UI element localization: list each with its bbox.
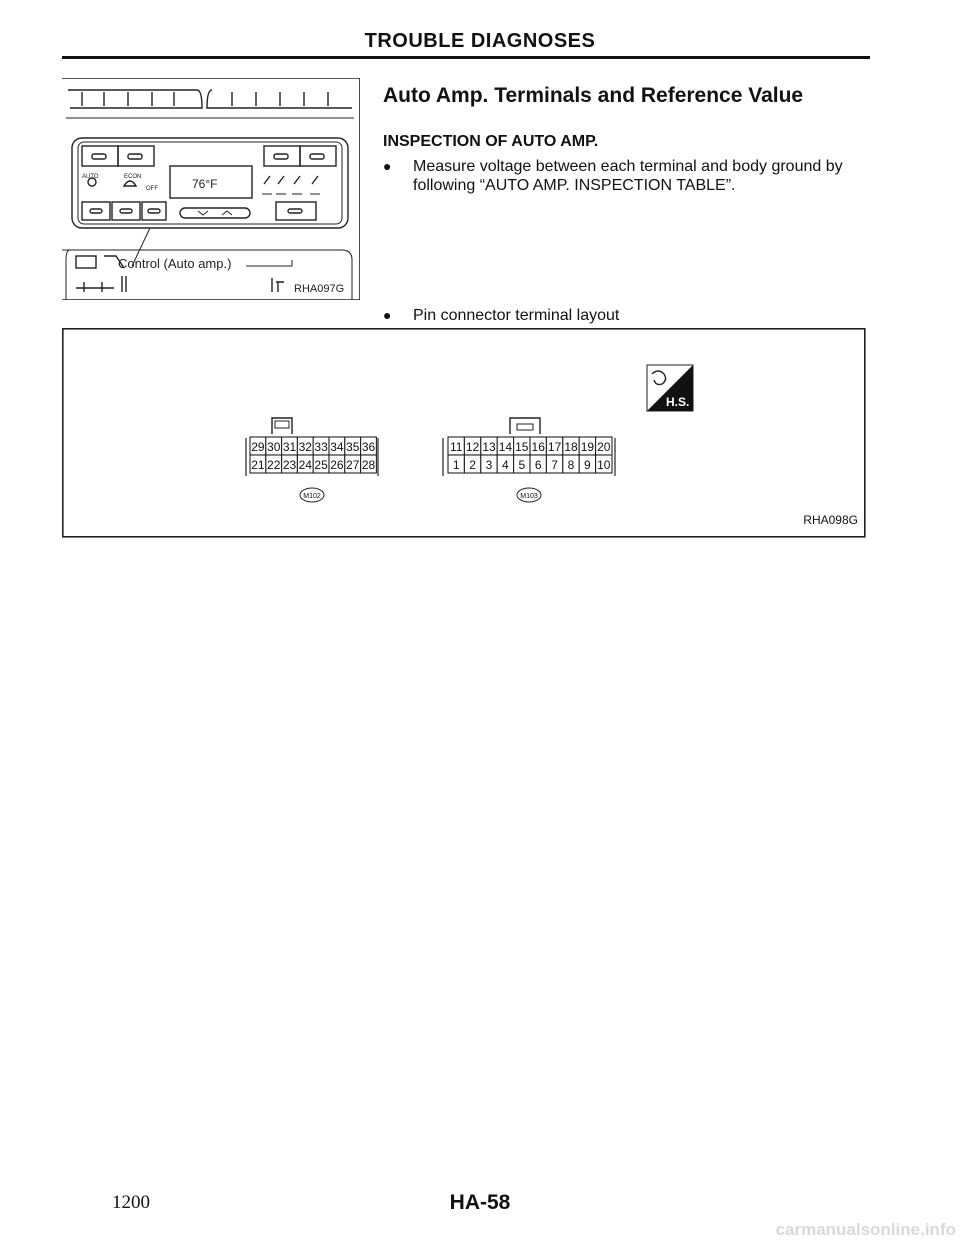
pin-number: 33: [314, 440, 328, 454]
pin-number: 3: [485, 458, 493, 472]
pin-number: 26: [330, 458, 344, 472]
pin-number: 24: [298, 458, 312, 472]
pin-number: 13: [482, 440, 496, 454]
pin-number: 25: [314, 458, 328, 472]
econ-label: ECON: [124, 174, 142, 180]
bullet-text: Measure voltage between each terminal and body ground by following “AUTO AMP. INSPECTION TABLE”.: [413, 158, 843, 194]
control-panel-drawing: [62, 78, 360, 300]
control-panel-figure: [62, 78, 360, 300]
pin-number: 19: [580, 440, 595, 454]
pin-number: 28: [361, 458, 376, 472]
control-callout-label: Control (Auto amp.): [118, 256, 232, 271]
pin-number: 20: [597, 440, 611, 454]
bullet-text: Pin connector terminal layout: [413, 307, 620, 324]
page-code: HA-58: [449, 1191, 511, 1214]
hs-badge-label: H.S.: [666, 395, 690, 409]
bullet-dot: ●: [383, 158, 392, 174]
site-watermark: carmanualsonline.info: [775, 1220, 956, 1239]
figure-ref-code: RHA097G: [294, 283, 345, 295]
off-label: OFF: [146, 186, 158, 192]
connector-layout-drawing: [62, 328, 866, 538]
connector-id-m103: M103: [520, 493, 538, 500]
pin-number: 18: [564, 440, 578, 454]
pin-number: 22: [267, 458, 281, 472]
pin-number: 21: [251, 458, 265, 472]
page-header-title: TROUBLE DIAGNOSES: [364, 30, 596, 52]
pin-number: 16: [531, 440, 545, 454]
pin-number: 7: [551, 458, 558, 472]
pin-number: 6: [534, 458, 542, 472]
pin-number: 5: [518, 458, 526, 472]
pin-number: 23: [282, 458, 297, 472]
figure-ref-code: RHA098G: [803, 513, 858, 527]
pin-number: 1: [452, 458, 460, 472]
pin-number: 30: [267, 440, 281, 454]
pin-number: 12: [465, 440, 480, 454]
section-subtitle: INSPECTION OF AUTO AMP.: [383, 133, 599, 150]
pin-number: 32: [298, 440, 312, 454]
connector-m103: [443, 418, 615, 502]
pin-number: 17: [547, 440, 562, 454]
connector-id-m102: M102: [303, 493, 321, 500]
header-rule: [62, 56, 870, 59]
pin-number: 35: [346, 440, 360, 454]
pin-number: 34: [330, 440, 344, 454]
page-number: 1200: [112, 1192, 150, 1213]
auto-label: AUTO: [82, 174, 99, 180]
pin-number: 4: [502, 458, 509, 472]
section-title: Auto Amp. Terminals and Reference Value: [383, 84, 804, 107]
pin-number: 11: [449, 440, 463, 454]
harness-service-icon: [647, 365, 693, 411]
pin-number: 9: [584, 458, 591, 472]
pin-number: 14: [498, 440, 513, 454]
pin-number: 2: [469, 458, 476, 472]
pin-number: 8: [567, 458, 575, 472]
pin-number: 27: [346, 458, 360, 472]
connector-layout-figure: [62, 328, 866, 538]
pin-number: 31: [282, 440, 297, 454]
pin-number: 10: [597, 458, 611, 472]
bullet-dot: ●: [383, 307, 392, 323]
connector-m102: [246, 418, 378, 502]
pin-number: 29: [251, 440, 265, 454]
pin-number: 36: [361, 440, 376, 454]
temperature-display: 76°F: [192, 177, 218, 191]
pin-number: 15: [515, 440, 529, 454]
